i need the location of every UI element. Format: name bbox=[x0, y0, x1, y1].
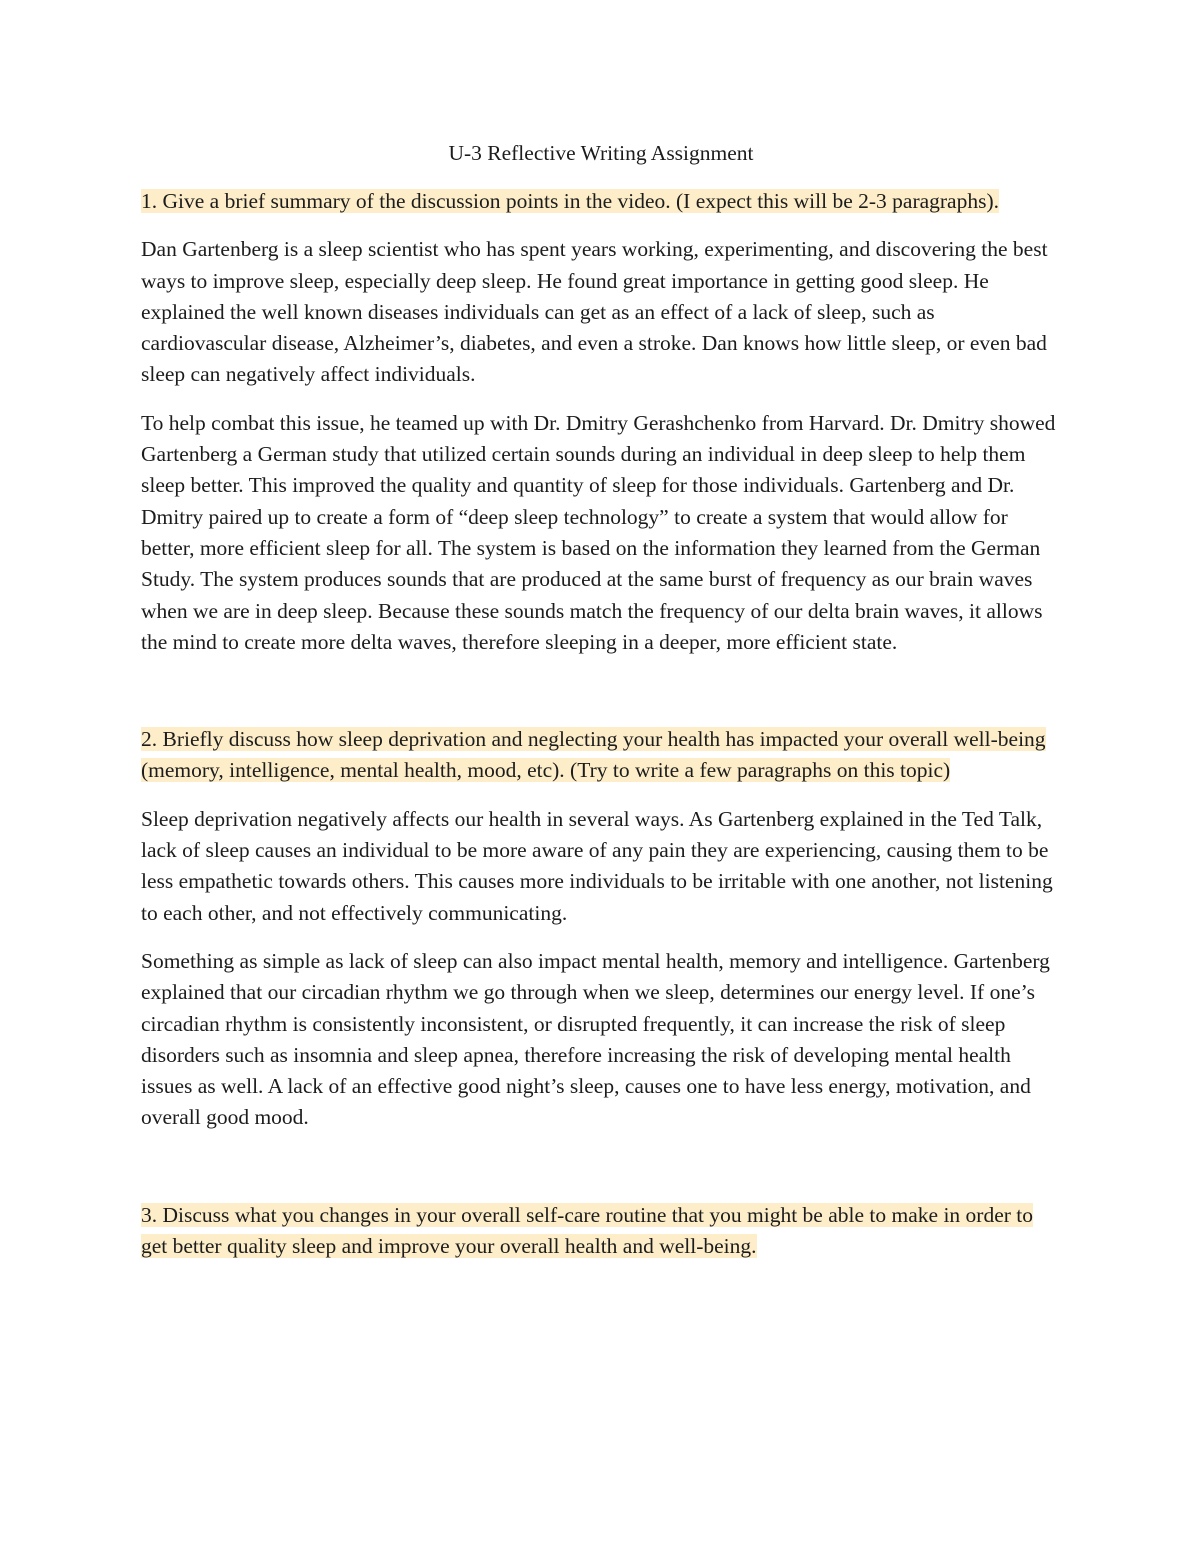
document-title: U-3 Reflective Writing Assignment bbox=[448, 141, 754, 165]
question-3 bbox=[141, 1200, 1061, 1263]
answer-1-paragraph-2: To help combat this issue, he teamed up with Dr. Dmitry Gerashchenko from Harvard. Dr. Dmitry showed Gartenberg a German study that utilized certain sounds during an individual in deep sleep to help them sleep better. This improved the quality and quantity of sleep for those individuals. Gartenberg and Dr. Dmitry paired up to create a form of “deep sleep technology” to create a system that would allow for better, more efficient sleep for all. The system is based on the information they learned from the German Study. The system produces sounds that are produced at the same burst of frequency as our brain waves when we are in deep sleep. Because these sounds match the frequency of our delta brain waves, it allows the mind to create more delta waves, therefore sleeping in a deeper, more efficient state. bbox=[141, 410, 1056, 654]
question-2-highlight: 2. Briefly discuss how sleep deprivation and neglecting your health has impacted your overall well-being (memory, intelligence, mental health, mood, etc). (Try to write a few paragraphs on this topic) bbox=[141, 727, 1046, 783]
section-2 bbox=[141, 724, 1061, 1134]
section-3 bbox=[141, 1200, 1061, 1263]
spacer bbox=[141, 1151, 1061, 1200]
answer-1-paragraph-1: Dan Gartenberg is a sleep scientist who has spent years working, experimenting, and discovering the best ways to improve sleep, especially deep sleep. He found great importance in getting good sleep. He explained the well known diseases individuals can get as an effect of a lack of sleep, such as cardiovascular disease, Alzheimer’s, diabetes, and even a stroke. Dan knows how little sleep, or even bad sleep can negatively affect individuals. bbox=[141, 237, 1048, 387]
question-3-highlight: 3. Discuss what you changes in your overall self-care routine that you might be able to make in order to get better quality sleep and improve your overall health and well-being. bbox=[141, 1202, 1033, 1259]
document-page bbox=[141, 138, 1061, 1279]
section-1 bbox=[141, 186, 1061, 658]
answer-2-paragraph-1: Sleep deprivation negatively affects our health in several ways. As Gartenberg explained in the Ted Talk, lack of sleep causes an individual to be more aware of any pain they are experiencing, causing them to be less empathetic towards others. This causes more individuals to be irritable with one another, not listening to each other, and not effectively communicating. bbox=[141, 806, 1053, 925]
spacer bbox=[141, 675, 1061, 724]
question-2 bbox=[141, 724, 1061, 787]
question-1-highlight: 1. Give a brief summary of the discussion points in the video. (I expect this will be 2-3 paragraphs). bbox=[141, 189, 1000, 213]
answer-2-paragraph-2: Something as simple as lack of sleep can also impact mental health, memory and intelligence. Gartenberg explained that our circadian rhythm we go through when we sleep, determines our energy level. If one’s circadian rhythm is consistently inconsistent, or disrupted frequently, it can increase the risk of sleep disorders such as insomnia and sleep apnea, therefore increasing the risk of developing mental health issues as well. A lack of an effective good night’s sleep, causes one to have less energy, motivation, and overall good mood. bbox=[141, 948, 1050, 1130]
question-1 bbox=[141, 186, 1061, 217]
